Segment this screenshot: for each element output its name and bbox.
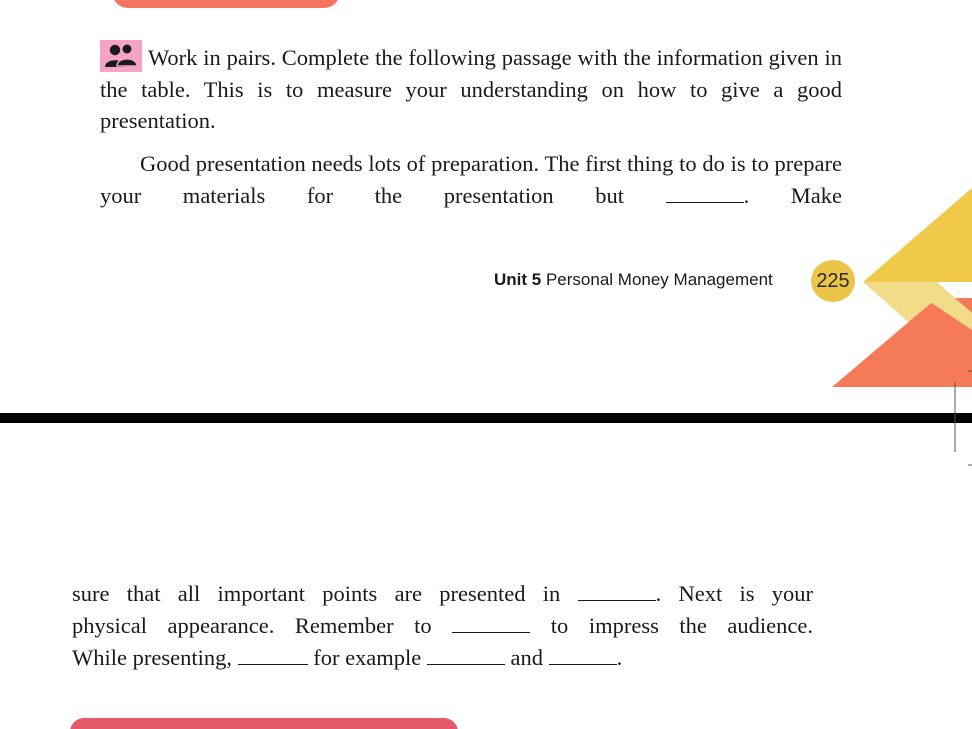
passage-paragraph-continued	[72, 578, 813, 674]
page-footer	[494, 270, 773, 290]
blank-5	[427, 646, 505, 665]
blank-2	[578, 582, 656, 601]
footer-unit: Unit 5	[494, 270, 542, 289]
passage-line-5	[72, 642, 813, 674]
passage-text-1: Good presentation needs lots of preparation. The first thing to do is to prepare your materials for the presentation but	[100, 151, 842, 208]
top-section-banner	[112, 0, 340, 8]
page-number-badge: 225	[811, 260, 855, 302]
activity-instruction-text: Work in pairs. Complete the following passage with the information given in the table. This is to measure your understanding on how to give a good presentation.	[100, 45, 842, 133]
blank-1	[666, 184, 744, 203]
activity-instruction	[100, 40, 842, 137]
pair-work-icon	[100, 40, 142, 72]
passage-line-4	[72, 610, 813, 642]
passage-text-8: for example	[313, 645, 422, 670]
blank-3	[452, 614, 530, 633]
passage-text-2: . Make	[743, 183, 843, 208]
passage-paragraph-start	[100, 148, 842, 212]
passage-text-9: and	[510, 645, 544, 670]
passage-text-7: While presenting,	[72, 645, 232, 670]
blank-4	[238, 646, 308, 665]
page-divider	[0, 413, 972, 423]
footer-unit-title: Personal Money Management	[545, 270, 773, 289]
passage-text-6: to impress the audience.	[550, 613, 814, 638]
passage-text-10: .	[616, 645, 623, 670]
bottom-section-banner	[70, 718, 458, 729]
page-edge-marks	[950, 368, 972, 468]
blank-6	[549, 646, 617, 665]
passage-text-4: . Next is your	[655, 581, 814, 606]
passage-line-3	[72, 578, 813, 610]
passage-text-3: sure that all important points are presented in	[72, 581, 561, 606]
passage-text-5: physical appearance. Remember to	[72, 613, 432, 638]
corner-decoration	[832, 188, 972, 388]
